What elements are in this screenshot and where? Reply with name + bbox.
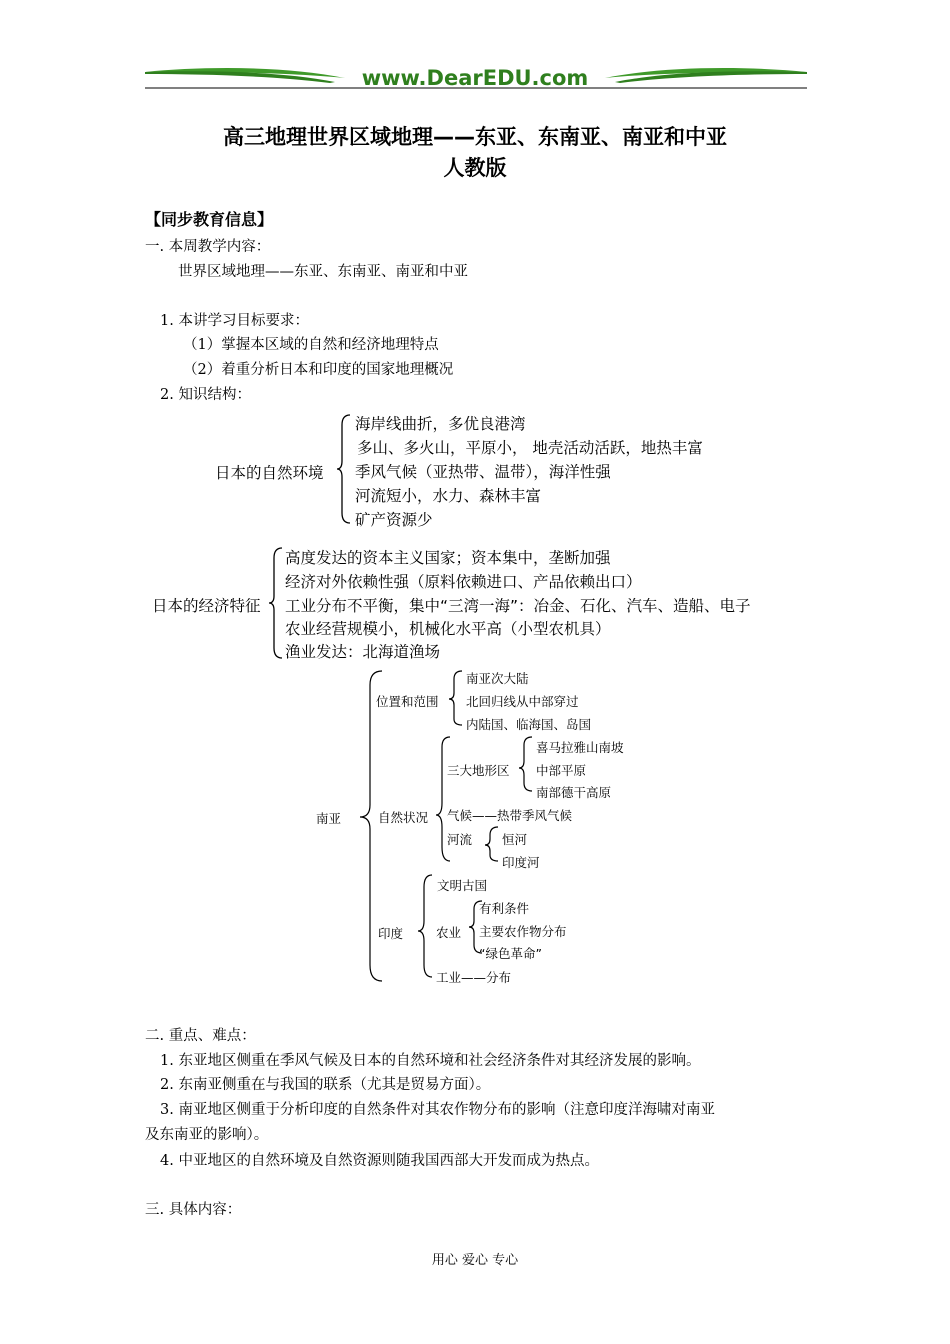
- part1-topic: 世界区域地理——东亚、东南亚、南亚和中亚: [178, 264, 468, 280]
- goal-item: （2）着重分析日本和印度的国家地理概况: [183, 362, 454, 378]
- keypoint-item: 2. 东南亚侧重在与我国的联系（尤其是贸易方面）。: [160, 1077, 491, 1093]
- japan-nature-item: 季风气候（亚热带、温带），海洋性强: [355, 463, 611, 481]
- location-item: 内陆国、临海国、岛国: [466, 717, 592, 732]
- japan-economy-label: 日本的经济特征: [152, 597, 261, 615]
- japan-nature-item: 矿产资源少: [355, 511, 433, 529]
- goal-item: （1）掌握本区域的自然和经济地理特点: [183, 337, 439, 353]
- river-item: 印度河: [502, 855, 540, 870]
- location-item: 北回归线从中部穿过: [466, 694, 579, 709]
- rivers-label: 河流: [447, 832, 473, 847]
- terrain-item: 中部平原: [536, 763, 587, 778]
- page-title-line1: 高三地理世界区域地理——东亚、东南亚、南亚和中亚: [223, 125, 727, 149]
- japan-nature-item: 海岸线曲折，多优良港湾: [355, 415, 526, 433]
- keypoint-item: 1. 东亚地区侧重在季风气候及日本的自然环境和社会经济条件对其经济发展的影响。: [160, 1053, 701, 1069]
- keypoint-item: 3. 南亚地区侧重于分析印度的自然条件对其农作物分布的影响（注意印度洋海啸对南亚: [160, 1102, 715, 1118]
- agriculture-item: 主要农作物分布: [479, 924, 567, 939]
- south-asia-braces: [300, 665, 620, 990]
- japan-nature-brace: [336, 413, 352, 525]
- japan-nature-label: 日本的自然环境: [215, 464, 324, 482]
- nature-label: 自然状况: [378, 810, 429, 825]
- part3-heading: 三. 具体内容：: [145, 1202, 242, 1218]
- terrain-item: 南部德干高原: [536, 785, 612, 800]
- civilization-item: 文明古国: [437, 878, 488, 893]
- terrain-label: 三大地形区: [447, 763, 510, 778]
- agriculture-label: 农业: [436, 925, 462, 940]
- india-label: 印度: [378, 926, 404, 941]
- page-title-line2: 人教版: [443, 156, 507, 180]
- part1-heading: 一. 本周教学内容：: [145, 239, 271, 255]
- page-footer: 用心 爱心 专心: [431, 1253, 519, 1268]
- site-logo-text: www.DearEDU.com: [361, 66, 589, 90]
- location-label: 位置和范围: [376, 694, 439, 709]
- terrain-item: 喜马拉雅山南坡: [536, 740, 624, 755]
- japan-nature-item: 河流短小，水力、森林丰富: [355, 487, 542, 505]
- climate-item: 气候——热带季风气候: [447, 808, 573, 823]
- river-item: 恒河: [502, 832, 528, 847]
- japan-economy-item: 高度发达的资本主义国家；资本集中，垄断加强: [285, 549, 611, 567]
- japan-economy-item: 渔业发达：北海道渔场: [285, 643, 441, 661]
- japan-economy-item: 工业分布不平衡，集中“三湾一海”：冶金、石化、汽车、造船、电子: [285, 597, 751, 615]
- japan-economy-item: 农业经营规模小，机械化水平高（小型农机具）: [285, 620, 611, 638]
- keypoint-item-continued: 及东南亚的影响）。: [145, 1127, 269, 1143]
- location-item: 南亚次大陆: [466, 671, 529, 686]
- japan-economy-item: 经济对外依赖性强（原料依赖进口、产品依赖出口）: [285, 573, 642, 591]
- part2-heading: 二. 重点、难点：: [145, 1028, 256, 1044]
- japan-nature-item: 多山、多火山，平原小， 地壳活动活跃，地热丰富: [357, 439, 703, 457]
- structure-heading: 2. 知识结构：: [160, 387, 251, 403]
- japan-economy-brace: [268, 546, 284, 660]
- agriculture-item: “绿色革命”: [479, 946, 542, 961]
- keypoint-item: 4. 中亚地区的自然环境及自然资源则随我国西部大开发而成为热点。: [160, 1153, 599, 1169]
- south-asia-label: 南亚: [316, 811, 342, 826]
- agriculture-item: 有利条件: [479, 901, 530, 916]
- section-heading: 【同步教育信息】: [145, 210, 274, 229]
- industry-item: 工业——分布: [436, 970, 512, 985]
- goals-heading: 1. 本讲学习目标要求：: [160, 313, 309, 329]
